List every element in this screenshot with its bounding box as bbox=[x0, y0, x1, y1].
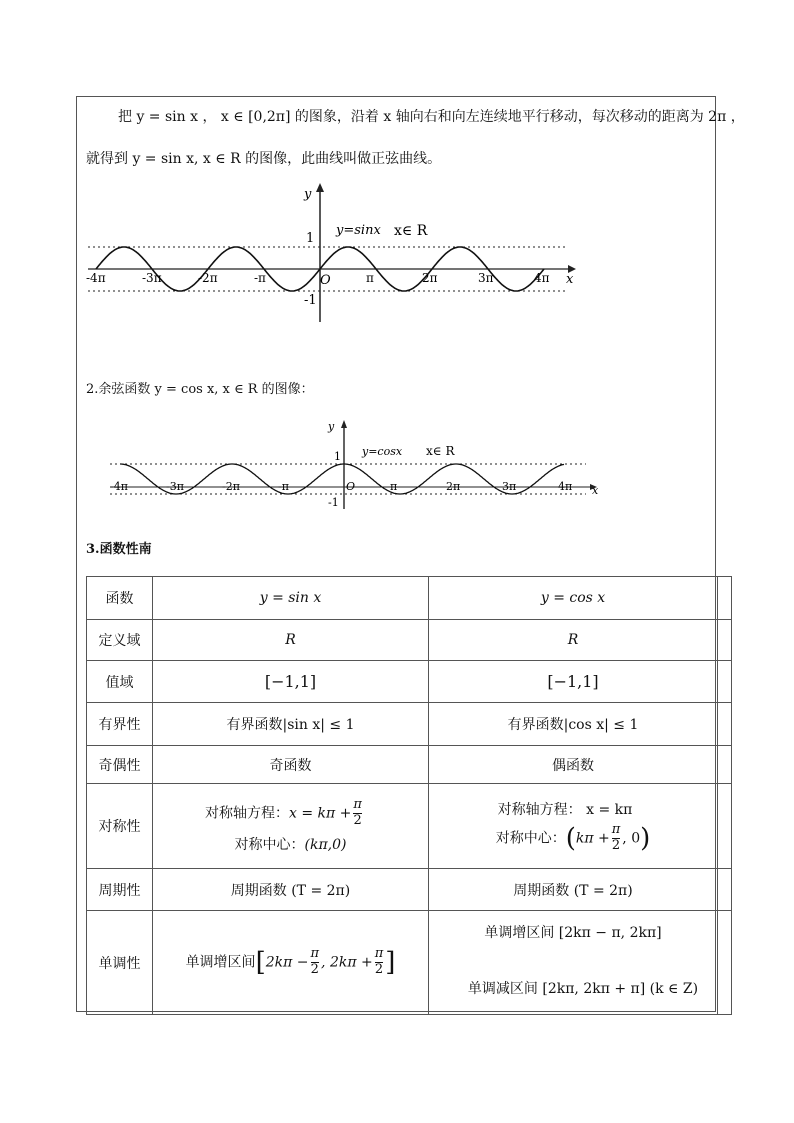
table-row-function bbox=[87, 577, 732, 620]
cos-range: [−1,1] bbox=[429, 661, 718, 703]
intro-line-2: 就得到 y = sin x, x ∈ R 的图像，此曲线叫做正弦曲线。 bbox=[86, 151, 442, 167]
cos-parity: 偶函数 bbox=[429, 746, 718, 784]
row-label: 奇偶性 bbox=[87, 746, 153, 784]
tick-label: 4π bbox=[534, 271, 550, 285]
table-row-range bbox=[87, 661, 732, 703]
row-label: 对称性 bbox=[87, 784, 153, 869]
minus-one-label: -1 bbox=[328, 496, 339, 509]
one-label: 1 bbox=[334, 450, 341, 463]
row-label: 单调性 bbox=[87, 911, 153, 1015]
cos-dec: 单调减区间 [2kπ, 2kπ + π] (k ∈ Z) bbox=[467, 980, 699, 997]
domain-label: x∈ R bbox=[394, 223, 428, 239]
sin-inc-b: , 2kπ + bbox=[321, 954, 373, 971]
tick-label: 2π bbox=[422, 271, 438, 285]
sin-axis-fraction bbox=[353, 798, 362, 829]
cos-header: y = cos x bbox=[429, 577, 718, 620]
tick-label: -2π bbox=[198, 271, 218, 285]
frac-den: 2 bbox=[374, 962, 384, 977]
tick-label: -4π bbox=[110, 480, 128, 493]
table-row-domain bbox=[87, 620, 732, 661]
sin-axis-lhs: x = kπ + bbox=[289, 805, 352, 821]
intro-line-1: 把 y = sin x ， x ∈ [0,2π] 的图象，沿着 x 轴向右和向左连续地平行移动，每次移动的距离为 2π ， bbox=[118, 109, 745, 125]
cos-monotonic bbox=[429, 911, 718, 1015]
sin-monotonic: 单调增区间[2kπ − $\frac{\pi}{2}$ , 2kπ + $\frac{\pi}{2}$ ] bbox=[153, 911, 429, 1015]
cos-center-fraction bbox=[612, 823, 621, 854]
one-label: 1 bbox=[306, 231, 315, 246]
table-row-bounded bbox=[87, 703, 732, 746]
sin-inc-fraction-2 bbox=[375, 947, 384, 978]
table-edge-cell bbox=[718, 703, 732, 746]
cos-period: 周期函数 (T = 2π) bbox=[429, 869, 718, 911]
row-label: 定义域 bbox=[87, 620, 153, 661]
sine-tick-labels bbox=[86, 271, 550, 285]
domain-label: x∈ R bbox=[426, 444, 455, 458]
table-edge-cell bbox=[718, 911, 732, 1015]
tick-label: -3π bbox=[142, 271, 162, 285]
table-row-period bbox=[87, 869, 732, 911]
origin-label: O bbox=[346, 480, 356, 493]
sin-inc-prefix: 单调增区间 bbox=[185, 954, 256, 971]
tick-label: 2π bbox=[446, 480, 461, 493]
tick-label: 3π bbox=[478, 271, 494, 285]
section-2-title: 2.余弦函数 y = cos x, x ∈ R 的图像： bbox=[86, 382, 314, 397]
x-axis-label: x bbox=[566, 272, 574, 287]
sin-center: (kπ,0) bbox=[304, 837, 347, 854]
tick-label: 4π bbox=[558, 480, 573, 493]
sin-domain: R bbox=[153, 620, 429, 661]
row-label: 函数 bbox=[87, 577, 153, 620]
frac-den: 2 bbox=[310, 962, 319, 977]
row-label: 有界性 bbox=[87, 703, 153, 746]
table-row-parity bbox=[87, 746, 732, 784]
tick-label: -π bbox=[278, 480, 289, 493]
frac-num: π bbox=[611, 821, 621, 837]
sin-inc-a: 2kπ − bbox=[265, 954, 309, 971]
cos-center-prefix: 对称中心： bbox=[495, 830, 566, 846]
x-axis-label: x bbox=[592, 484, 599, 497]
tick-label: -2π bbox=[222, 480, 240, 493]
sin-symmetry bbox=[153, 784, 429, 869]
sine-graph bbox=[84, 180, 584, 330]
cos-bounded: 有界函数|cos x| ≤ 1 bbox=[429, 703, 718, 746]
sin-header: y = sin x bbox=[153, 577, 429, 620]
y-axis-arrow bbox=[316, 183, 324, 192]
table-edge-cell bbox=[718, 577, 732, 620]
y-axis-label: y bbox=[328, 420, 335, 433]
sin-axis-prefix: 对称轴方程： bbox=[205, 805, 290, 821]
sin-center-prefix: 对称中心： bbox=[234, 837, 305, 854]
tick-label: -3π bbox=[166, 480, 184, 493]
cos-symmetry: 对称轴方程： x = kπ 对称中心：(kπ + $\frac{\pi}{2}$ , 0) bbox=[429, 784, 718, 869]
row-label: 值域 bbox=[87, 661, 153, 703]
table-row-symmetry bbox=[87, 784, 732, 869]
tick-label: π bbox=[366, 271, 374, 285]
sin-period: 周期函数 (T = 2π) bbox=[153, 869, 429, 911]
table-edge-cell bbox=[718, 661, 732, 703]
table-edge-cell bbox=[718, 869, 732, 911]
cos-axis: 对称轴方程： x = kπ bbox=[497, 801, 633, 818]
cos-inc: 单调增区间 [2kπ − π, 2kπ] bbox=[484, 924, 662, 941]
cosine-curve bbox=[120, 464, 564, 494]
cos-center-lhs: kπ + bbox=[575, 830, 610, 846]
tick-label: 3π bbox=[502, 480, 517, 493]
minus-one-label: -1 bbox=[304, 293, 317, 308]
origin-label: O bbox=[320, 273, 331, 288]
tick-label: -π bbox=[254, 271, 266, 285]
row-label: 周期性 bbox=[87, 869, 153, 911]
table-edge-cell bbox=[718, 746, 732, 784]
cosine-graph bbox=[106, 414, 606, 514]
formula-label: y=sinx bbox=[336, 223, 381, 238]
sin-parity: 奇函数 bbox=[153, 746, 429, 784]
tick-label: π bbox=[390, 480, 398, 493]
properties-table bbox=[86, 576, 732, 1015]
y-axis-arrow bbox=[341, 420, 347, 428]
sin-bounded: 有界函数|sin x| ≤ 1 bbox=[153, 703, 429, 746]
frac-den: 2 bbox=[611, 837, 621, 853]
cos-domain: R bbox=[429, 620, 718, 661]
sin-range: [−1,1] bbox=[153, 661, 429, 703]
table-row-monotonic bbox=[87, 911, 732, 1015]
cos-center-rhs: , 0 bbox=[622, 830, 641, 846]
table-edge-cell bbox=[718, 620, 732, 661]
y-axis-label: y bbox=[304, 187, 312, 202]
tick-label: -4π bbox=[86, 271, 106, 285]
frac-num: π bbox=[353, 796, 362, 812]
formula-label: y=cosx bbox=[362, 445, 403, 458]
frac-num: π bbox=[374, 946, 384, 962]
section-3-title: 3.函数性南 bbox=[86, 542, 152, 557]
frac-num: π bbox=[310, 946, 320, 962]
table-edge-cell bbox=[718, 784, 732, 869]
frac-den: 2 bbox=[353, 812, 362, 828]
sin-inc-fraction-1 bbox=[311, 947, 320, 978]
